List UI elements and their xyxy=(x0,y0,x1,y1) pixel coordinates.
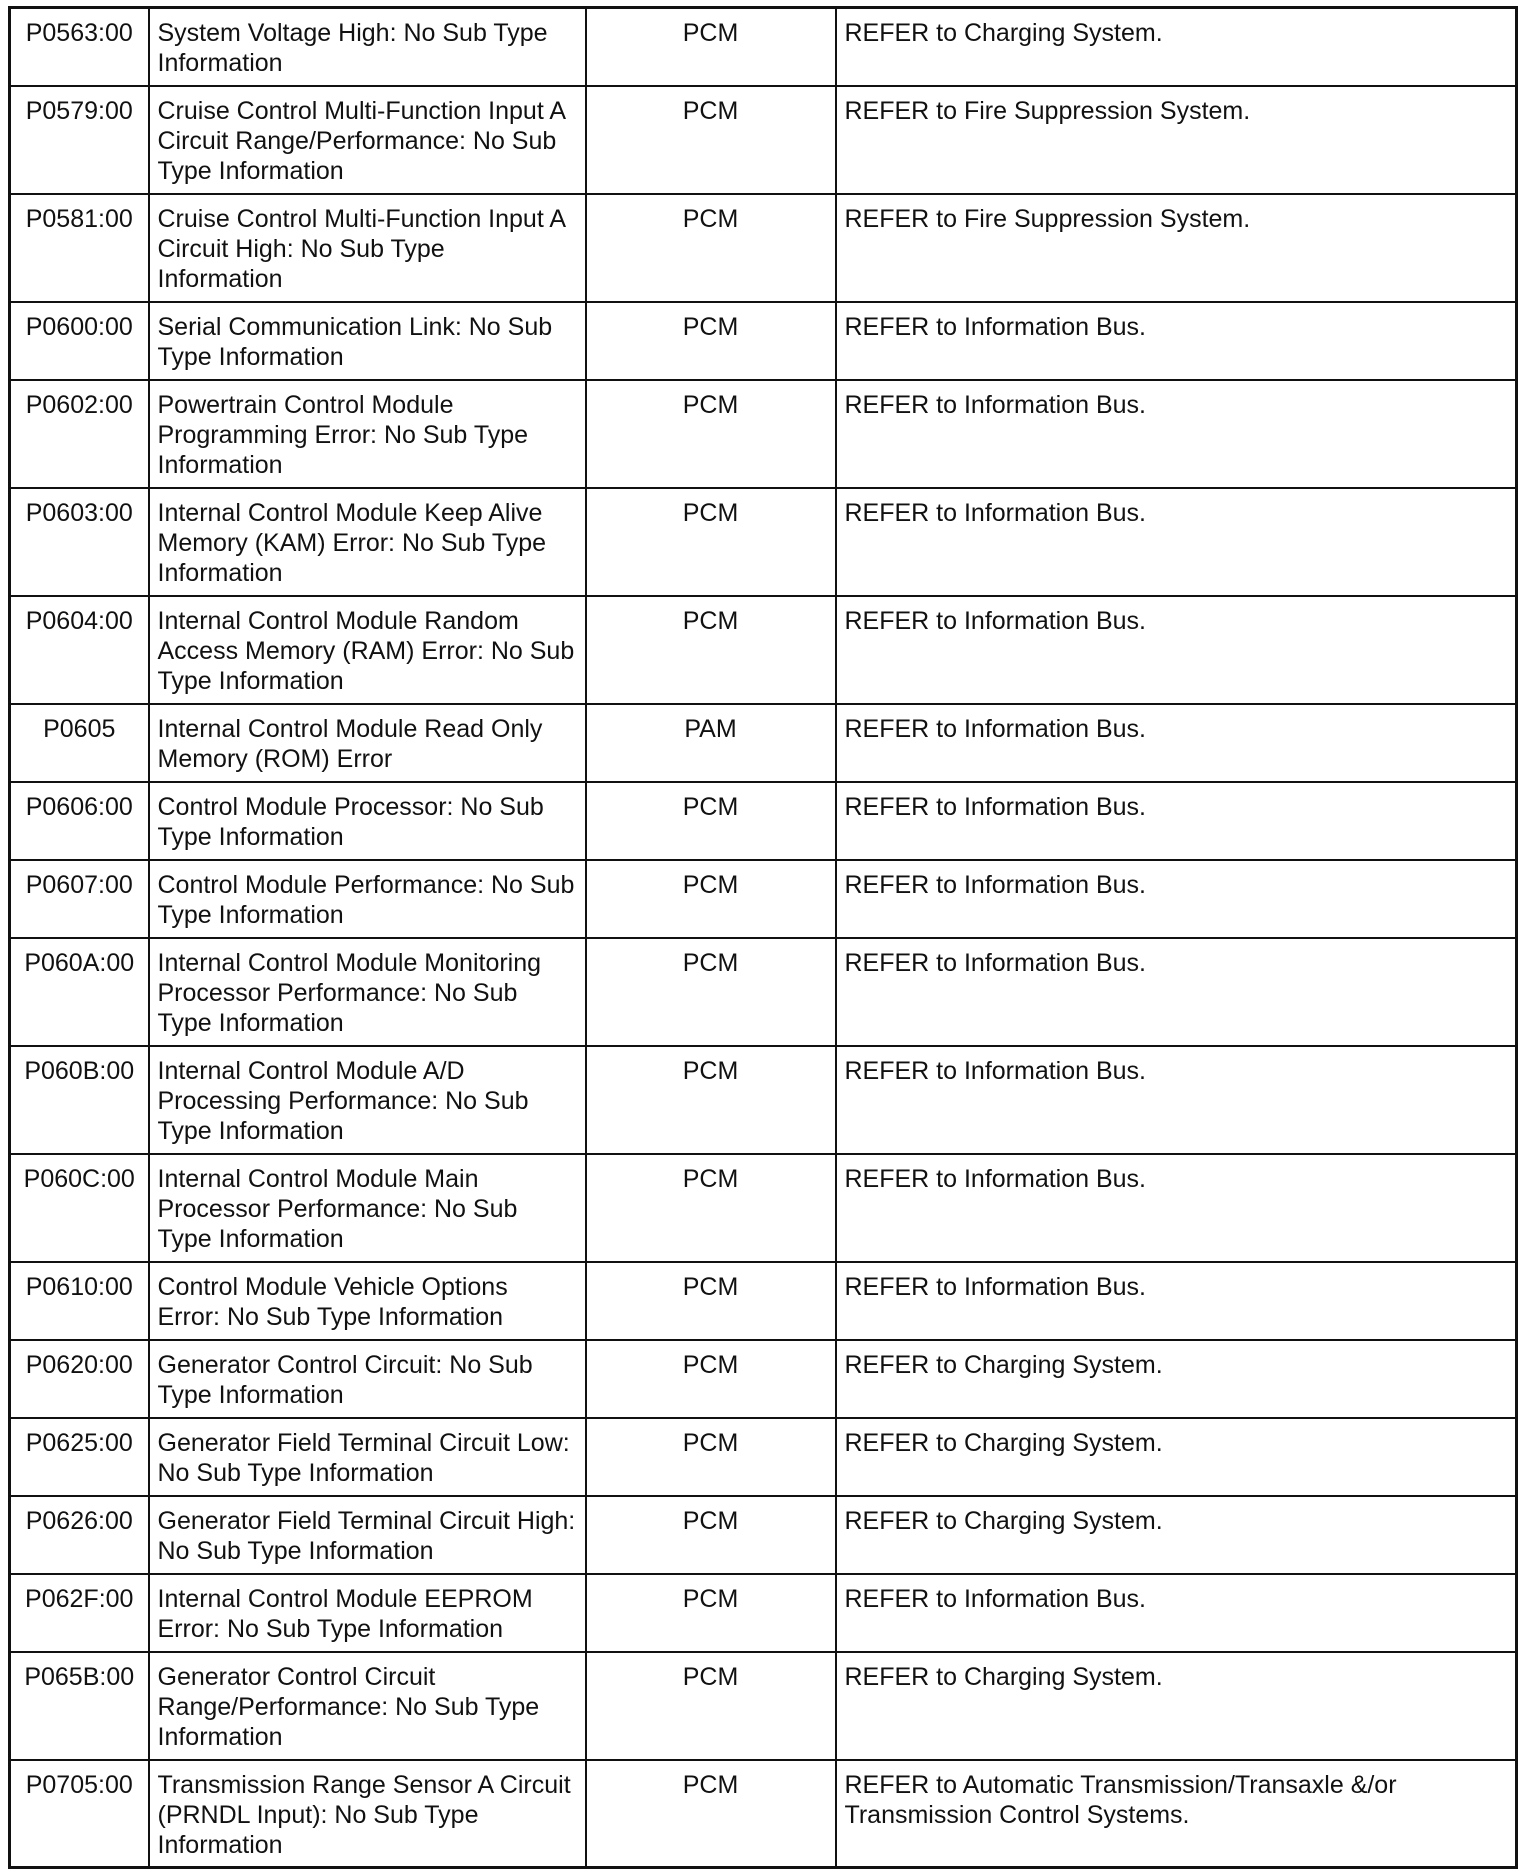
dtc-action-cell: REFER to Charging System. xyxy=(836,8,1517,86)
dtc-action-cell: REFER to Information Bus. xyxy=(836,1046,1517,1154)
dtc-description-cell: Control Module Performance: No Sub Type Information xyxy=(149,860,586,938)
dtc-description-cell: Generator Control Circuit: No Sub Type Information xyxy=(149,1340,586,1418)
dtc-description-cell: Internal Control Module Main Processor Performance: No Sub Type Information xyxy=(149,1154,586,1262)
dtc-action-cell: REFER to Charging System. xyxy=(836,1418,1517,1496)
table-row xyxy=(10,938,1517,1046)
dtc-module-cell: PCM xyxy=(586,782,836,860)
dtc-action-cell: REFER to Information Bus. xyxy=(836,860,1517,938)
dtc-code-cell: P0626:00 xyxy=(10,1496,149,1574)
dtc-action-cell: REFER to Information Bus. xyxy=(836,704,1517,782)
dtc-code-cell: P0605 xyxy=(10,704,149,782)
dtc-action-cell: REFER to Charging System. xyxy=(836,1340,1517,1418)
dtc-description-cell: Generator Control Circuit Range/Performance: No Sub Type Information xyxy=(149,1652,586,1760)
dtc-description-cell: Transmission Range Sensor A Circuit (PRNDL Input): No Sub Type Information xyxy=(149,1760,586,1868)
table-row xyxy=(10,1418,1517,1496)
dtc-code-cell: P0620:00 xyxy=(10,1340,149,1418)
dtc-description-cell: Cruise Control Multi-Function Input A Circuit High: No Sub Type Information xyxy=(149,194,586,302)
dtc-action-cell: REFER to Information Bus. xyxy=(836,380,1517,488)
dtc-code-cell: P0610:00 xyxy=(10,1262,149,1340)
dtc-description-cell: Internal Control Module Random Access Memory (RAM) Error: No Sub Type Information xyxy=(149,596,586,704)
dtc-action-cell: REFER to Information Bus. xyxy=(836,1154,1517,1262)
dtc-action-cell: REFER to Charging System. xyxy=(836,1496,1517,1574)
dtc-code-cell: P0625:00 xyxy=(10,1418,149,1496)
dtc-module-cell: PCM xyxy=(586,860,836,938)
dtc-code-cell: P060A:00 xyxy=(10,938,149,1046)
dtc-description-cell: Generator Field Terminal Circuit High: No Sub Type Information xyxy=(149,1496,586,1574)
table-row xyxy=(10,380,1517,488)
dtc-description-cell: Internal Control Module A/D Processing Performance: No Sub Type Information xyxy=(149,1046,586,1154)
dtc-module-cell: PCM xyxy=(586,1652,836,1760)
dtc-code-cell: P062F:00 xyxy=(10,1574,149,1652)
dtc-action-cell: REFER to Information Bus. xyxy=(836,488,1517,596)
table-row xyxy=(10,86,1517,194)
table-row xyxy=(10,1760,1517,1868)
dtc-module-cell: PCM xyxy=(586,1262,836,1340)
dtc-module-cell: PCM xyxy=(586,1154,836,1262)
dtc-description-cell: Control Module Processor: No Sub Type Information xyxy=(149,782,586,860)
dtc-description-cell: Control Module Vehicle Options Error: No Sub Type Information xyxy=(149,1262,586,1340)
table-row xyxy=(10,8,1517,86)
dtc-description-cell: Cruise Control Multi-Function Input A Circuit Range/Performance: No Sub Type Information xyxy=(149,86,586,194)
dtc-code-cell: P0563:00 xyxy=(10,8,149,86)
dtc-description-cell: Serial Communication Link: No Sub Type Information xyxy=(149,302,586,380)
dtc-module-cell: PCM xyxy=(586,194,836,302)
dtc-action-cell: REFER to Automatic Transmission/Transaxle &/or Transmission Control Systems. xyxy=(836,1760,1517,1868)
dtc-module-cell: PCM xyxy=(586,938,836,1046)
dtc-module-cell: PCM xyxy=(586,302,836,380)
dtc-code-cell: P060B:00 xyxy=(10,1046,149,1154)
table-row xyxy=(10,860,1517,938)
dtc-action-cell: REFER to Charging System. xyxy=(836,1652,1517,1760)
dtc-module-cell: PCM xyxy=(586,1418,836,1496)
table-row xyxy=(10,302,1517,380)
dtc-description-cell: System Voltage High: No Sub Type Information xyxy=(149,8,586,86)
dtc-module-cell: PCM xyxy=(586,380,836,488)
dtc-module-cell: PCM xyxy=(586,8,836,86)
table-row xyxy=(10,782,1517,860)
table-row xyxy=(10,1496,1517,1574)
dtc-module-cell: PCM xyxy=(586,1340,836,1418)
dtc-description-cell: Internal Control Module Monitoring Processor Performance: No Sub Type Information xyxy=(149,938,586,1046)
dtc-action-cell: REFER to Information Bus. xyxy=(836,1574,1517,1652)
dtc-action-cell: REFER to Information Bus. xyxy=(836,782,1517,860)
table-row xyxy=(10,1574,1517,1652)
table-row xyxy=(10,1262,1517,1340)
dtc-module-cell: PCM xyxy=(586,488,836,596)
dtc-code-cell: P0606:00 xyxy=(10,782,149,860)
dtc-action-cell: REFER to Information Bus. xyxy=(836,596,1517,704)
dtc-action-cell: REFER to Fire Suppression System. xyxy=(836,194,1517,302)
table-row xyxy=(10,1340,1517,1418)
dtc-module-cell: PAM xyxy=(586,704,836,782)
dtc-action-cell: REFER to Information Bus. xyxy=(836,302,1517,380)
table-row xyxy=(10,194,1517,302)
dtc-code-cell: P0604:00 xyxy=(10,596,149,704)
dtc-description-cell: Internal Control Module EEPROM Error: No Sub Type Information xyxy=(149,1574,586,1652)
dtc-module-cell: PCM xyxy=(586,1046,836,1154)
dtc-code-cell: P0603:00 xyxy=(10,488,149,596)
dtc-code-cell: P0581:00 xyxy=(10,194,149,302)
dtc-action-cell: REFER to Fire Suppression System. xyxy=(836,86,1517,194)
dtc-module-cell: PCM xyxy=(586,86,836,194)
dtc-description-cell: Internal Control Module Keep Alive Memory (KAM) Error: No Sub Type Information xyxy=(149,488,586,596)
dtc-module-cell: PCM xyxy=(586,1760,836,1868)
dtc-description-cell: Powertrain Control Module Programming Error: No Sub Type Information xyxy=(149,380,586,488)
dtc-module-cell: PCM xyxy=(586,1496,836,1574)
table-row xyxy=(10,704,1517,782)
dtc-code-cell: P0600:00 xyxy=(10,302,149,380)
table-row xyxy=(10,1652,1517,1760)
dtc-action-cell: REFER to Information Bus. xyxy=(836,1262,1517,1340)
dtc-description-cell: Internal Control Module Read Only Memory (ROM) Error xyxy=(149,704,586,782)
dtc-description-cell: Generator Field Terminal Circuit Low: No Sub Type Information xyxy=(149,1418,586,1496)
dtc-module-cell: PCM xyxy=(586,1574,836,1652)
dtc-code-cell: P0579:00 xyxy=(10,86,149,194)
dtc-code-cell: P0607:00 xyxy=(10,860,149,938)
dtc-code-cell: P060C:00 xyxy=(10,1154,149,1262)
dtc-code-cell: P065B:00 xyxy=(10,1652,149,1760)
table-row xyxy=(10,1046,1517,1154)
table-row xyxy=(10,488,1517,596)
table-row xyxy=(10,596,1517,704)
dtc-code-cell: P0602:00 xyxy=(10,380,149,488)
dtc-table xyxy=(8,6,1518,1869)
dtc-code-cell: P0705:00 xyxy=(10,1760,149,1868)
table-row xyxy=(10,1154,1517,1262)
dtc-action-cell: REFER to Information Bus. xyxy=(836,938,1517,1046)
dtc-table-sheet xyxy=(8,6,1518,1869)
dtc-module-cell: PCM xyxy=(586,596,836,704)
